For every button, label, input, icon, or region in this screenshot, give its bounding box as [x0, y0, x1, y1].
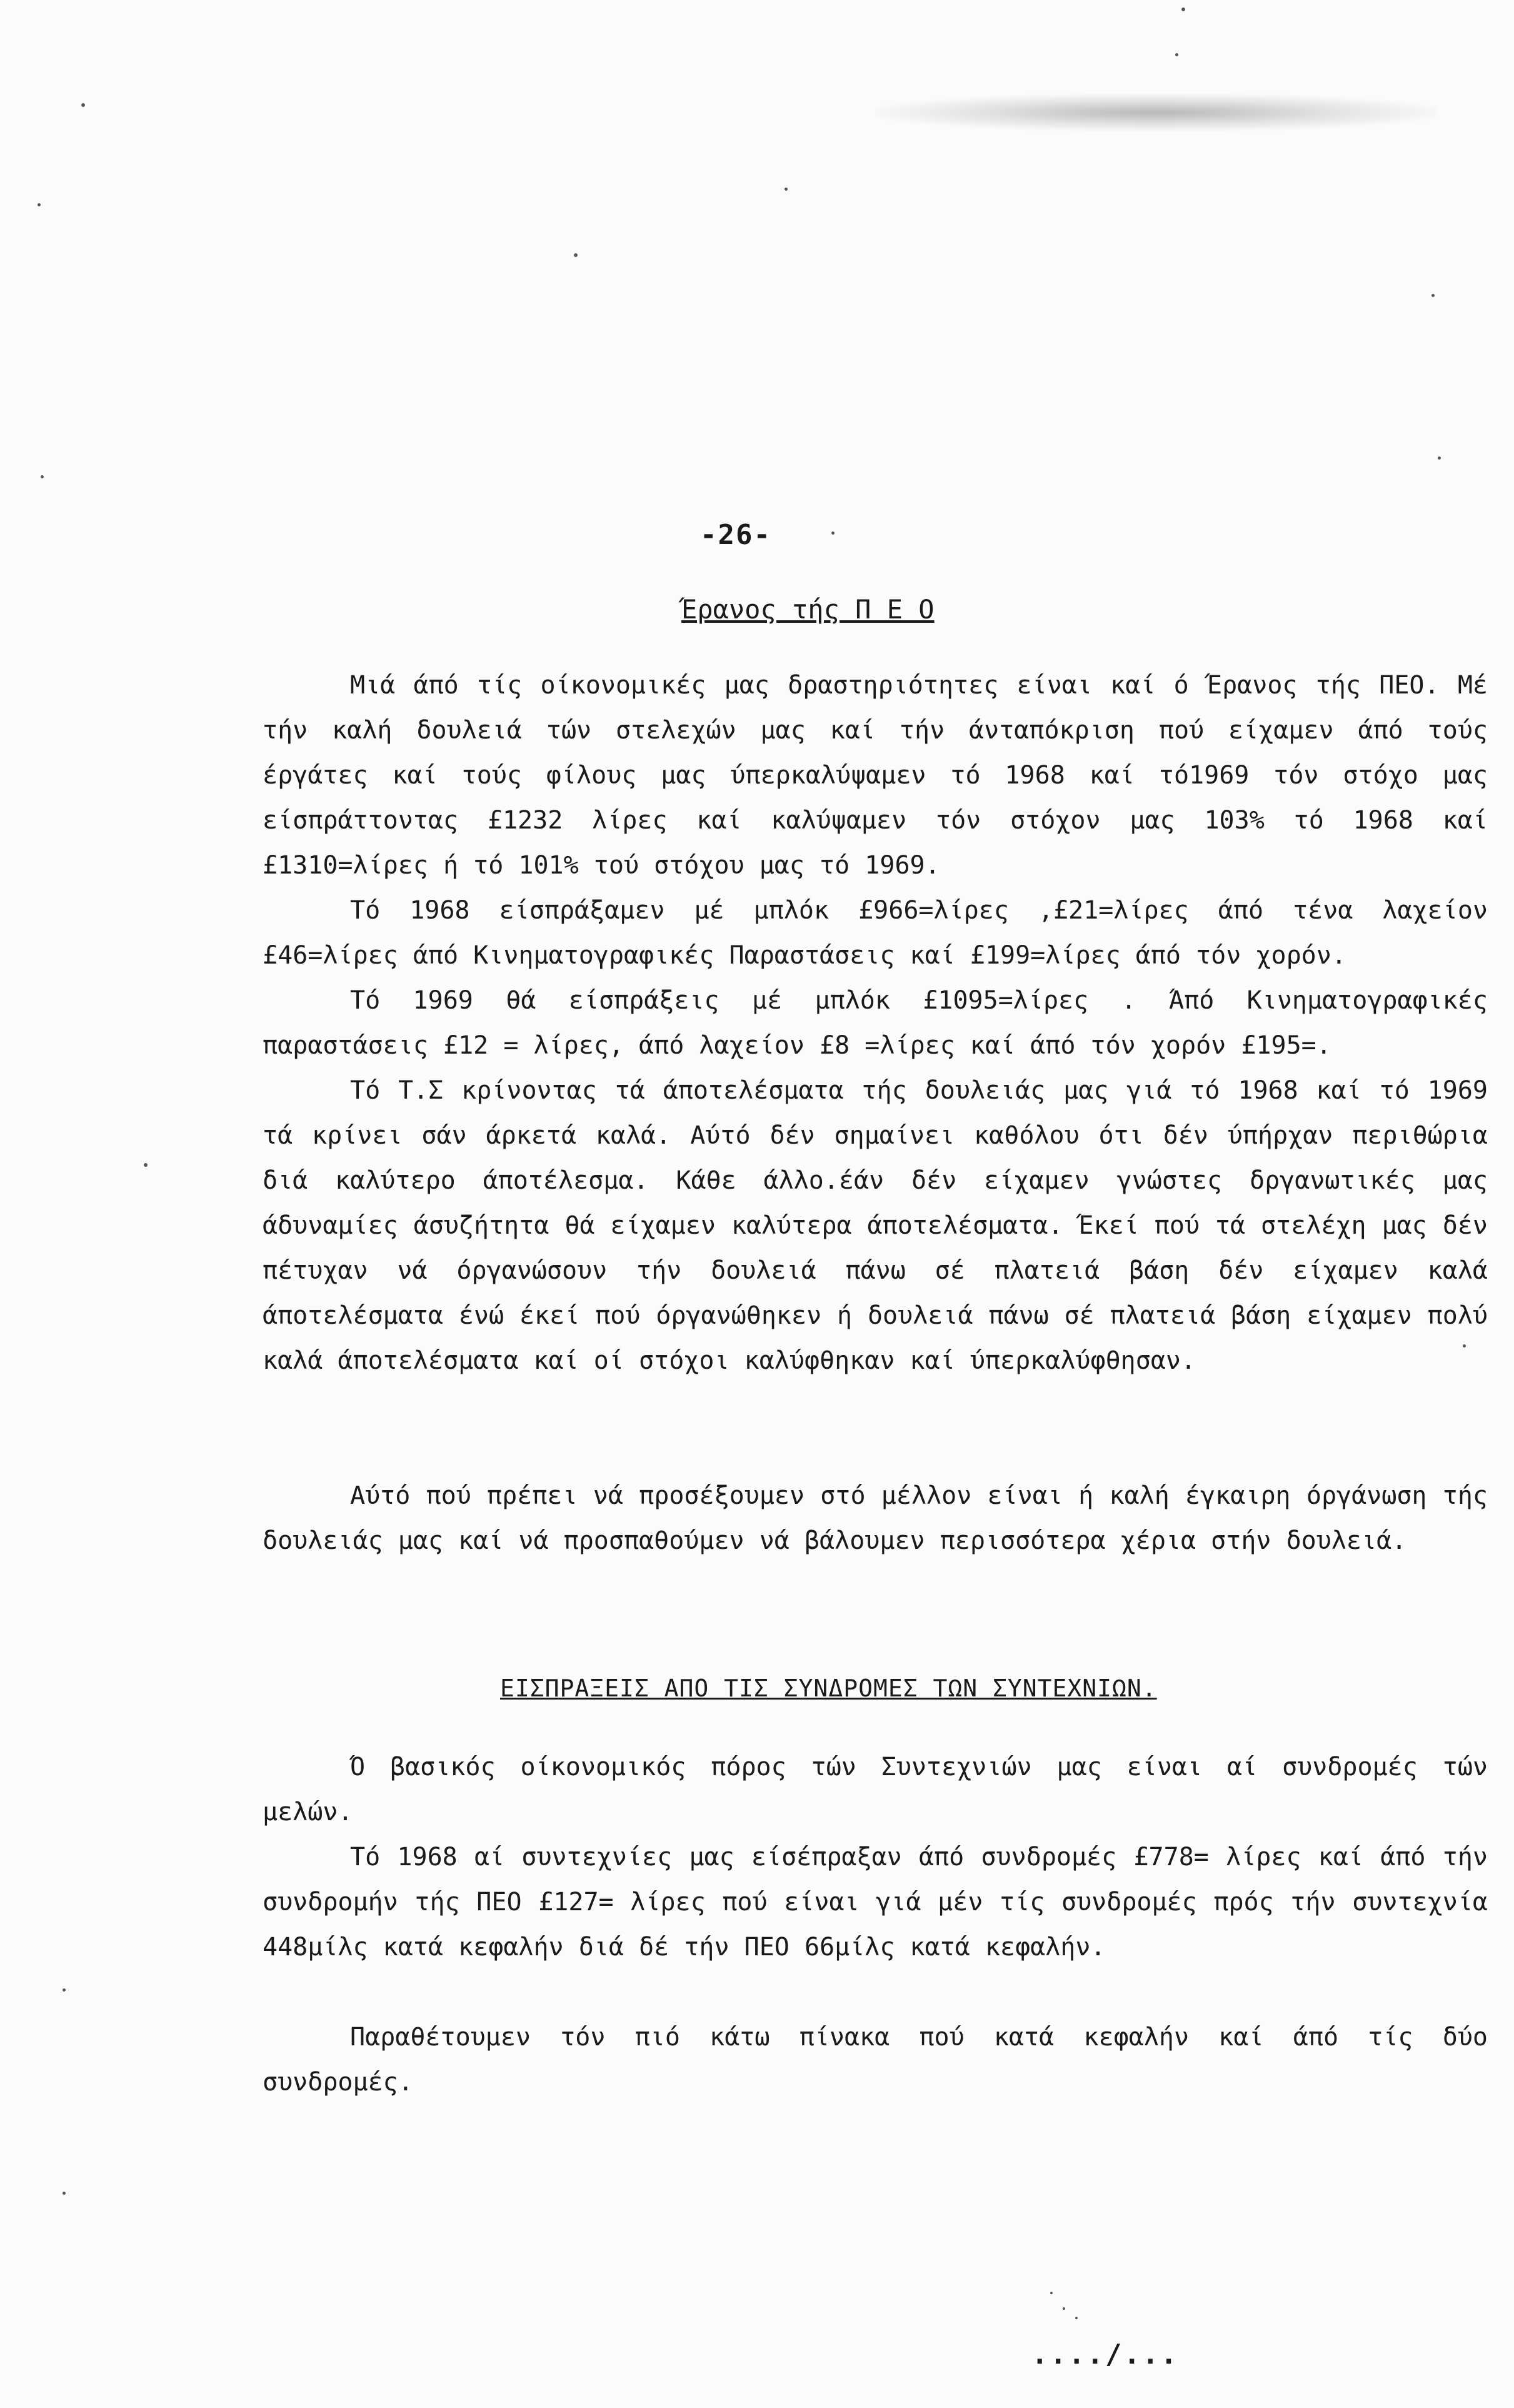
paragraph-text: Τό 1968 είσπράξαμεν μέ μπλόκ £966=λίρες ,£21=λίρες άπό τένα λαχείον £46=λίρες άπό Κινηματογραφικές Παραστάσεις καί £199=λίρες άπό τόν χορόν.: [263, 896, 1488, 970]
section-heading-subscriptions: ΕΙΣΠΡΑΞΕΙΣ ΑΠΟ ΤΙΣ ΣΥΝΔΡΟΜΕΣ ΤΩΝ ΣΥΝΤΕΧΝΙΩΝ.: [500, 1675, 1157, 1702]
scan-speck: [574, 253, 578, 257]
paragraph-text: Ό βασικός οίκονομικός πόρος τών Συντεχνιών μας είναι αί συνδρομές τών μελών.: [263, 1753, 1488, 1826]
paragraph-text: Αύτό πού πρέπει νά προσέξουμεν στό μέλλον είναι ή καλή έγκαιρη όργάνωση τής δουλειάς μας καί νά προσπαθούμεν νά βάλουμεν περισσότερα χέρια στήν δουλειά.: [263, 1481, 1488, 1555]
paragraph: [263, 663, 1488, 888]
scan-speck: [38, 203, 41, 206]
paragraph-text: Παραθέτουμεν τόν πιό κάτω πίνακα πού κατά κεφαλήν καί άπό τίς δύο συνδρομές.: [263, 2023, 1488, 2097]
scan-speck: [1075, 2317, 1078, 2319]
paragraph-text: Μιά άπό τίς οίκονομικές μας δραστηριότητες είναι καί ό Έρανος τής ΠΕΟ. Μέ τήν καλή δουλειά τών στελεχών μας καί τήν άνταπόκριση πού είχαμεν άπό τούς έργάτες καί τούς φίλους μας ύπερκαλύψαμεν τό 1968 καί τό1969 τόν στόχο μας είσπράττοντας £1232 λίρες καί καλύψαμεν τόν στόχον μας 103% τό 1968 καί £1310=λίρες ή τό 101% τού στόχου μας τό 1969.: [263, 671, 1488, 880]
paragraph: [263, 1835, 1488, 1970]
paragraph-text: Τό Τ.Σ κρίνοντας τά άποτελέσματα τής δουλειάς μας γιά τό 1968 καί τό 1969 τά κρίνει σάν άρκετά καλά. Αύτό δέν σημαίνει καθόλου ότι δέν ύπήρχαν περιθώρια διά καλύτερο άποτέλεσμα. Κάθε άλλο.έάν δέν είχαμεν γνώστες δργανωτικές μας άδυναμίες άσυζήτητα θά είχαμεν καλύτερα άποτελέσματα. Έκεί πού τά στελέχη μας δέν πέτυχαν νά όργανώσουν τήν δουλειά πάνω σέ πλατειά βάση δέν είχαμεν καλά άποτελέσματα ένώ έκεί πού όργανώθηκεν ή δουλειά πάνω σέ πλατειά βάση είχαμεν πολύ καλά άποτελέσματα καί οί στόχοι καλύφθηκαν καί ύπερκαλύφθησαν.: [263, 1076, 1488, 1375]
section-heading-eranos: Έρανος τής Π Ε Ο: [681, 594, 935, 625]
scan-speck: [63, 1988, 66, 1992]
scan-speck: [81, 103, 85, 107]
paragraph: [263, 978, 1488, 1068]
paragraph-text: Τό 1968 αί συντεχνίες μας είσέπραξαν άπό συνδρομές £778= λίρες καί άπό τήν συνδρομήν τής ΠΕΟ £127= λίρες πού είναι γιά μέν τίς συνδρομές πρός τήν συντεχνία 448μίλς κατά κεφαλήν διά δέ τήν ΠΕΟ 66μίλς κατά κεφαλήν.: [263, 1843, 1488, 1962]
continuation-mark: ..../...: [1031, 2339, 1179, 2370]
scan-speck: [63, 2192, 66, 2195]
scan-smudge: [875, 94, 1438, 131]
scan-speck: [1175, 53, 1178, 56]
scan-speck: [1050, 2292, 1053, 2294]
paragraph: [263, 1745, 1488, 1835]
paragraph: [263, 888, 1488, 978]
scan-speck: [1431, 294, 1435, 297]
scan-speck: [1063, 2307, 1065, 2310]
scan-speck: [41, 475, 44, 478]
scan-speck: [144, 1163, 148, 1167]
paragraph: [263, 2015, 1488, 2105]
paragraph: [263, 1068, 1488, 1383]
paragraph-text: Τό 1969 θά είσπράξεις μέ μπλόκ £1095=λίρες . Άπό Κινηματογραφικές παραστάσεις £12 = λίρες, άπό λαχείον £8 =λίρες καί άπό τόν χορόν £195=.: [263, 986, 1488, 1060]
page-number: -26-: [700, 519, 771, 551]
scan-speck: [1181, 8, 1185, 11]
scan-speck: [1438, 456, 1441, 460]
paragraph: [263, 1473, 1488, 1563]
scan-speck: [831, 531, 835, 535]
scan-speck: [785, 188, 788, 191]
